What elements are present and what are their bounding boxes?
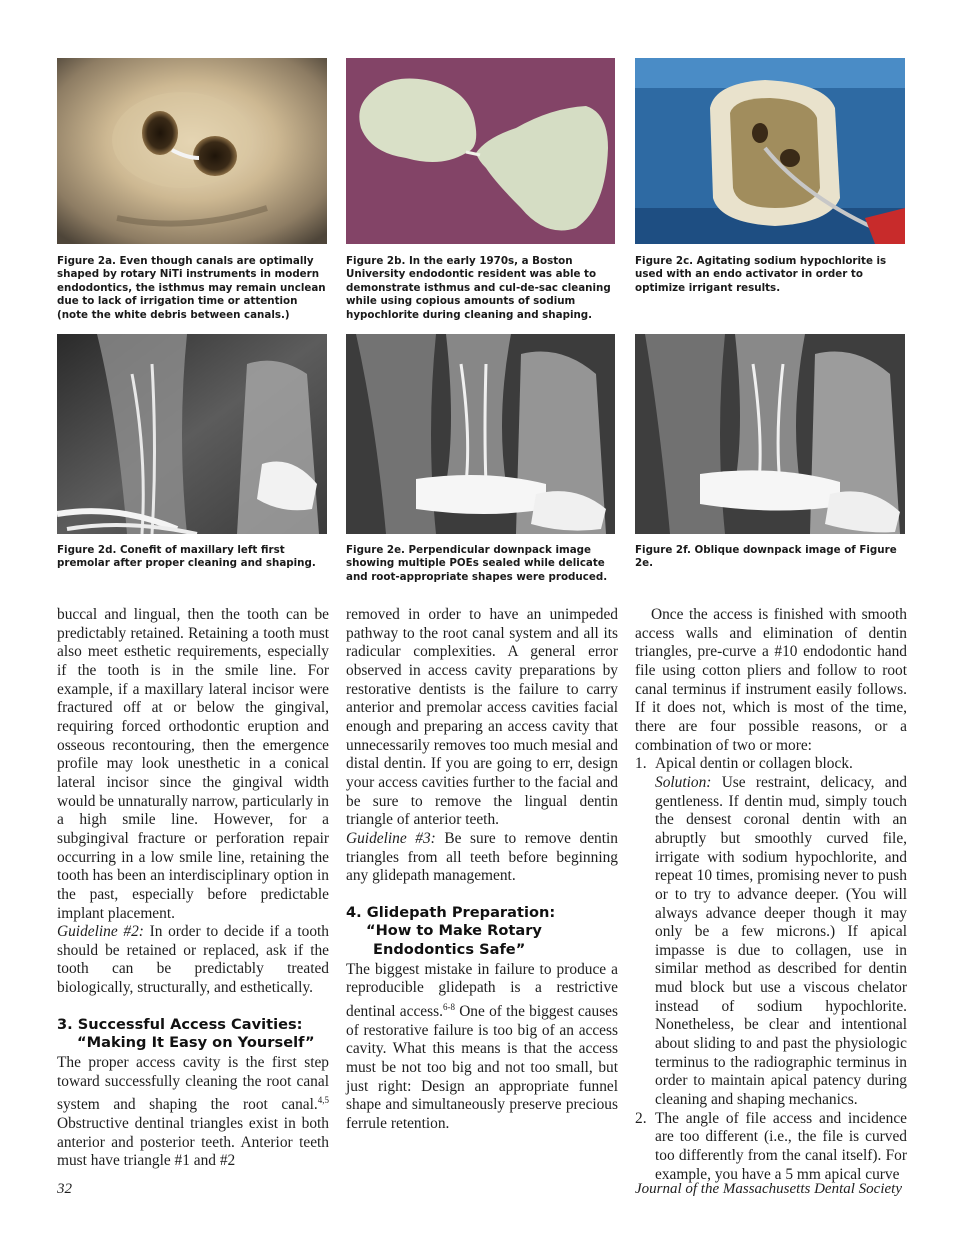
col2-paragraph-2: The biggest mistake in failure to produce a reproducible glidepath is a restrictive dentinal access.$^{6-8}$ One of the biggest causes of restorative failure is too big of an access cavity. What this means is that the access must be not too big and not too small, but just right: Design an appropriate funnel shape and simultaneously preserve precious ferrule retention. <box>346 960 618 1132</box>
section-4-heading <box>346 904 618 960</box>
list-item-2-text: The angle of file access and incidence are too different (i.e., the file is curved too differently from the canal itself). For example, you have a 5 mm apical curve <box>655 1109 907 1183</box>
section-4-heading-line3: Endodontics Safe” <box>373 941 526 959</box>
reasons-list <box>635 755 907 1184</box>
section-3-heading <box>57 1016 329 1053</box>
col2-guideline <box>346 830 618 886</box>
body-column-1 <box>57 606 329 1171</box>
list-item-1-solution: Solution: Use restraint, delicacy, and gentleness. If dentin mud, simply touch the densest coronal dentin with an abruptly but smoothly curved file, irrigate with sodium hypochlorite, and repeat 10 times, promising never to push or to try to advance deeper. (You will always advance deeper though it may only be a few microns.) If apical impasse is due to collagen, use in similar method as described for dentin mud block but use a viscous chelator instead of sodium hypochlorite. Nonetheless, be clear and intentional about sliding to and past the physiologic terminus to the radiographic terminus in order to maintain apical patency during cleaning and shaping mechanics. <box>655 773 907 1109</box>
section-4-heading-line1: 4. Glidepath Preparation: <box>346 903 556 921</box>
body-column-3 <box>635 606 907 1184</box>
col1-paragraph-2: The proper access cavity is the first step toward successfully cleaning the root canal system and shaping the root canal.$^{4,5}$ Obstructive dentinal triangles exist in both anterior and posterior teeth. Anterior teeth must have triangle #1 and #2 <box>57 1053 329 1170</box>
col1-guideline-text: In order to decide if a tooth should be retained or replaced, ask if the tooth can be predictably treated biologically, structurally, and esthetically. <box>57 923 329 997</box>
col2-paragraph-1: removed in order to have an unimpeded pathway to the root canal system and all its radicular complexities. A general error observed in access cavity preparations by restorative dentists is the failure to carry anterior and premolar access cavities facial enough and preparing an access cavity that unnecessarily removes too much mesial and distal dentin. If you are going to err, design your access cavities further to the facial and be sure to remove the lingual dentin triangle of anterior teeth. <box>346 606 618 829</box>
figure-2a-caption: Figure 2a. Even though canals are optimally shaped by rotary NiTi instruments in modern endodontics, the isthmus may remain unclean due to lack of irrigation time or attention (note the white debris between canals.) <box>57 255 326 321</box>
figure-2e-image <box>346 334 615 534</box>
col1-guideline <box>57 923 329 998</box>
col1-paragraph-1: buccal and lingual, then the tooth can be predictably retained. Retaining a tooth must also meet esthetic requirements, especially if the tooth is in the smile line. For example, if a maxillary lateral incisor were fractured off at or below the gingival, requiring forced orthodontic eruption and osseous recontouring, then the emergence profile may look unesthetic in a conical lateral incisor since the gingival width would be unnaturally narrow, particularly in a high smile line. However, for a subgingival fracture or perforation repair occurring in a low smile line, retaining the tooth has been an interdisciplinary option in the past, especially before predictable implant placement. <box>57 606 329 922</box>
list-item: 2. The angle of file access and incidence are too different (i.e., the file is curved too differently from the canal itself). For example, you have a 5 mm apical curve <box>635 1109 907 1183</box>
figure-2c-caption: Figure 2c. Agitating sodium hypochlorite is used with an endo activator in order to optimize irrigant results. <box>635 255 887 294</box>
figure-2f-image <box>635 334 905 534</box>
figure-2c-image <box>635 58 905 244</box>
col3-paragraph-1: Once the access is finished with smooth access walls and elimination of dentin triangles, pre-curve a #10 endodontic hand file using cotton pliers and follow to root canal terminus if instrument easily follows. If it does not, which is most of the time, there are four possible reasons, or a combination of two or more: <box>635 606 907 754</box>
page-number: 32 <box>57 1181 72 1197</box>
list-item-1-title: Apical dentin or collagen block. <box>655 755 853 773</box>
figure-2f-caption: Figure 2f. Oblique downpack image of Figure 2e. <box>635 544 897 570</box>
list-item: 1. Apical dentin or collagen block. Solution: Use restraint, delicacy, and gentleness. If dentin mud, simply touch the densest coronal dentin with an abruptly but smoothly curved file, irrigate with sodium hypochlorite, and repeat 10 times, promising never to push or to try to advance deeper. (You will always advance deeper though it may only be a few microns.) If apical impasse is due to collagen, use in similar method as described for dentin mud block but use a viscous chelator instead of sodium hypochlorite. Nonetheless, be clear and intentional about sliding to and past the physiologic terminus to the radiographic terminus in order to maintain apical patency during cleaning and shaping mechanics. <box>635 755 907 1109</box>
section-3-heading-line2: “Making It Easy on Yourself” <box>77 1034 315 1052</box>
figure-2e-caption: Figure 2e. Perpendicular downpack image showing multiple POEs sealed while delicate and root-appropriate shapes were produced. <box>346 544 608 583</box>
section-3-heading-line1: 3. Successful Access Cavities: <box>57 1015 303 1033</box>
col2-guideline-label: Guideline #3: <box>346 829 436 847</box>
col2-guideline-text: Be sure to remove dentin triangles from all teeth before beginning any glidepath management. <box>346 829 618 885</box>
body-column-2 <box>346 606 618 1134</box>
section-4-heading-line2: “How to Make Rotary <box>366 922 542 940</box>
figure-2b-caption: Figure 2b. In the early 1970s, a Boston University endodontic resident was able to demonstrate isthmus and cul-de-sac cleaning while using copious amounts of sodium hypochlorite during cleaning and shaping. <box>346 255 611 321</box>
figure-2d-image <box>57 334 327 534</box>
journal-name: Journal of the Massachusetts Dental Society <box>634 1181 902 1197</box>
figure-2b-image <box>346 58 615 244</box>
figure-2a-image <box>57 58 327 244</box>
col1-guideline-label: Guideline #2: <box>57 923 144 941</box>
figure-2d-caption: Figure 2d. Conefit of maxillary left first premolar after proper cleaning and shaping. <box>57 544 316 570</box>
